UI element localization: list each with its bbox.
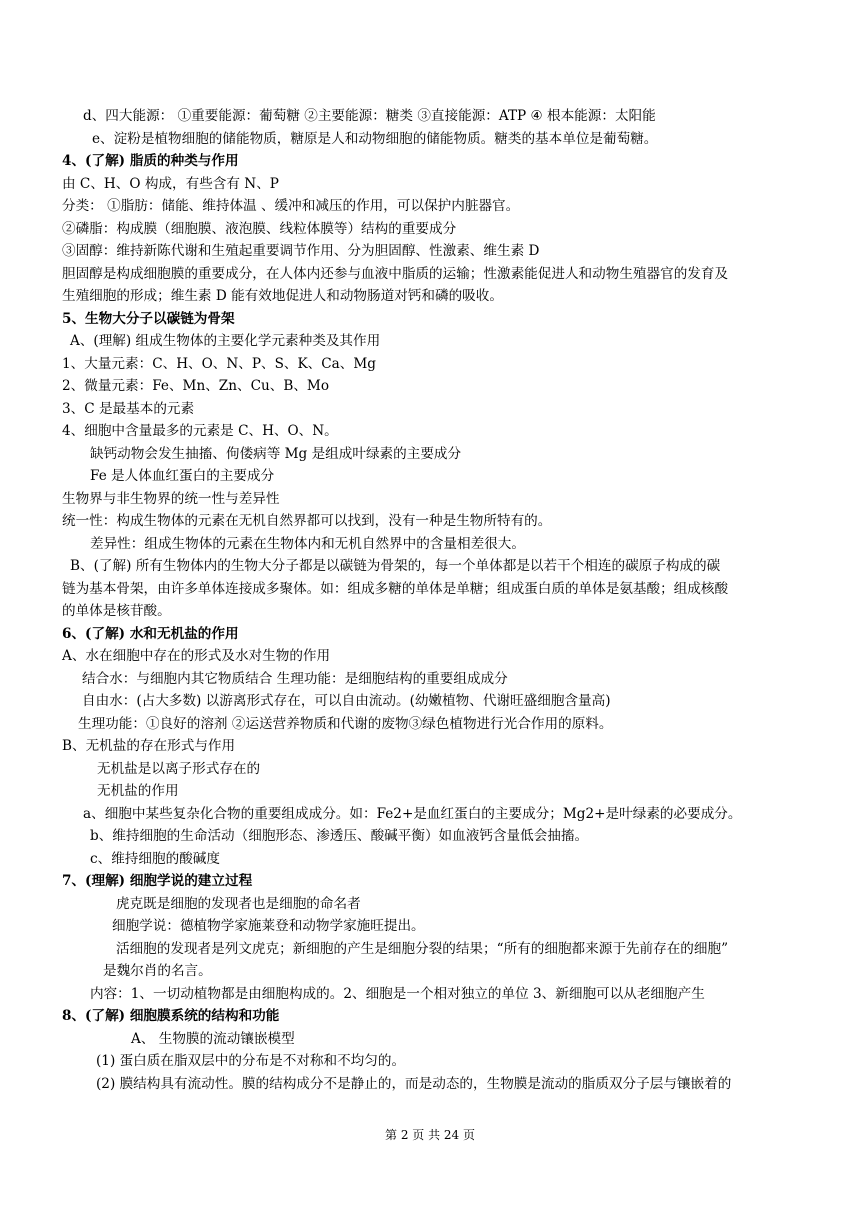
text-line: 无机盐是以离子形式存在的	[97, 761, 261, 777]
page-footer: 第 2 页 共 24 页	[385, 1128, 475, 1142]
text-line: A、(理解) 组成生物体的主要化学元素种类及其作用	[70, 333, 381, 349]
section-heading: 8、(了解) 细胞膜系统的结构和功能	[62, 1008, 280, 1024]
text-line: Fe 是人体血红蛋白的主要成分	[90, 468, 275, 484]
text-line: 是魏尔肖的名言。	[103, 963, 212, 979]
text-line: 4、细胞中含量最多的元素是 C、H、O、N。	[62, 423, 338, 439]
text-line: 统一性：构成生物体的元素在无机自然界都可以找到，没有一种是生物所特有的。	[62, 513, 552, 529]
text-line: (1) 蛋白质在脂双层中的分布是不对称和不均匀的。	[96, 1053, 406, 1069]
text-line: a、细胞中某些复杂化合物的重要组成成分。如：Fe2+是血红蛋白的主要成分；Mg2+是叶绿素的必要成分。	[83, 806, 742, 822]
text-line: A、 生物膜的流动镶嵌模型	[131, 1031, 295, 1047]
text-line: c、维持细胞的酸碱度	[90, 851, 220, 867]
text-line: 的单体是核苷酸。	[62, 603, 171, 619]
text-line: B、无机盐的存在形式与作用	[62, 738, 236, 754]
text-line: 内容：1、一切动植物都是由细胞构成的。2、细胞是一个相对独立的单位 3、新细胞可以从老细胞产生	[90, 986, 705, 1002]
text-line: 虎克既是细胞的发现者也是细胞的命名者	[116, 896, 361, 912]
text-line: b、维持细胞的生命活动（细胞形态、渗透压、酸碱平衡）如血液钙含量低会抽搐。	[90, 828, 589, 844]
section-heading: 7、(理解) 细胞学说的建立过程	[62, 873, 253, 889]
text-line: 链为基本骨架，由许多单体连接成多聚体。如：组成多糖的单体是单糖；组成蛋白质的单体是氨基酸；组成核酸	[62, 581, 729, 597]
text-line: 差异性：组成生物体的元素在生物体内和无机自然界中的含量相差很大。	[90, 536, 525, 552]
text-line: A、水在细胞中存在的形式及水对生物的作用	[62, 648, 331, 664]
text-line: 无机盐的作用	[97, 783, 179, 799]
text-line: 1、大量元素：C、H、O、N、P、S、K、Ca、Mg	[62, 356, 376, 372]
text-line: 结合水：与细胞内其它物质结合 生理功能：是细胞结构的重要组成成分	[82, 671, 508, 687]
text-line: 细胞学说：德植物学家施莱登和动物学家施旺提出。	[112, 918, 425, 934]
text-line: 生殖细胞的形成；维生素 D 能有效地促进人和动物肠道对钙和磷的吸收。	[62, 288, 503, 304]
text-line: 3、C 是最基本的元素	[62, 401, 195, 417]
text-line: 自由水：(占大多数) 以游离形式存在，可以自由流动。(幼嫩植物、代谢旺盛细胞含量高)	[82, 693, 611, 709]
text-line: 由 C、H、O 构成，有些含有 N、P	[62, 176, 279, 192]
text-line: 2、微量元素：Fe、Mn、Zn、Cu、B、Mo	[62, 378, 330, 394]
text-line: 生物界与非生物界的统一性与差异性	[62, 491, 280, 507]
text-line: 活细胞的发现者是列文虎克；新细胞的产生是细胞分裂的结果；“所有的细胞都来源于先前存在的细胞”	[116, 941, 729, 957]
section-heading: 6、(了解) 水和无机盐的作用	[62, 626, 239, 642]
text-line: ③固醇：维持新陈代谢和生殖起重要调节作用、分为胆固醇、性激素、维生素 D	[62, 243, 540, 259]
text-line: 胆固醇是构成细胞膜的重要成分，在人体内还参与血液中脂质的运输；性激素能促进人和动物生殖器官的发育及	[62, 266, 729, 282]
section-heading: 4、(了解) 脂质的种类与作用	[62, 153, 239, 169]
text-line: 生理功能：①良好的溶剂 ②运送营养物质和代谢的废物③绿色植物进行光合作用的原料。	[78, 716, 613, 732]
section-heading: 5、生物大分子以碳链为骨架	[62, 311, 235, 327]
text-line: (2) 膜结构具有流动性。膜的结构成分不是静止的，而是动态的，生物膜是流动的脂质双分子层与镶嵌着的	[96, 1076, 732, 1092]
text-line: B、(了解) 所有生物体内的生物大分子都是以碳链为骨架的，每一个单体都是以若干个相连的碳原子构成的碳	[70, 558, 721, 574]
text-line: ②磷脂：构成膜（细胞膜、液泡膜、线粒体膜等）结构的重要成分	[62, 221, 457, 237]
text-line: 缺钙动物会发生抽搐、佝偻病等 Mg 是组成叶绿素的主要成分	[90, 446, 462, 462]
text-line: d、四大能源： ①重要能源：葡萄糖 ②主要能源：糖类 ③直接能源：ATP ④ 根本能源：太阳能	[83, 108, 656, 124]
text-line: 分类： ①脂肪：储能、维持体温 、缓冲和减压的作用，可以保护内脏器官。	[62, 198, 520, 214]
text-line: e、淀粉是植物细胞的储能物质，糖原是人和动物细胞的储能物质。糖类的基本单位是葡萄糖。	[92, 131, 658, 147]
